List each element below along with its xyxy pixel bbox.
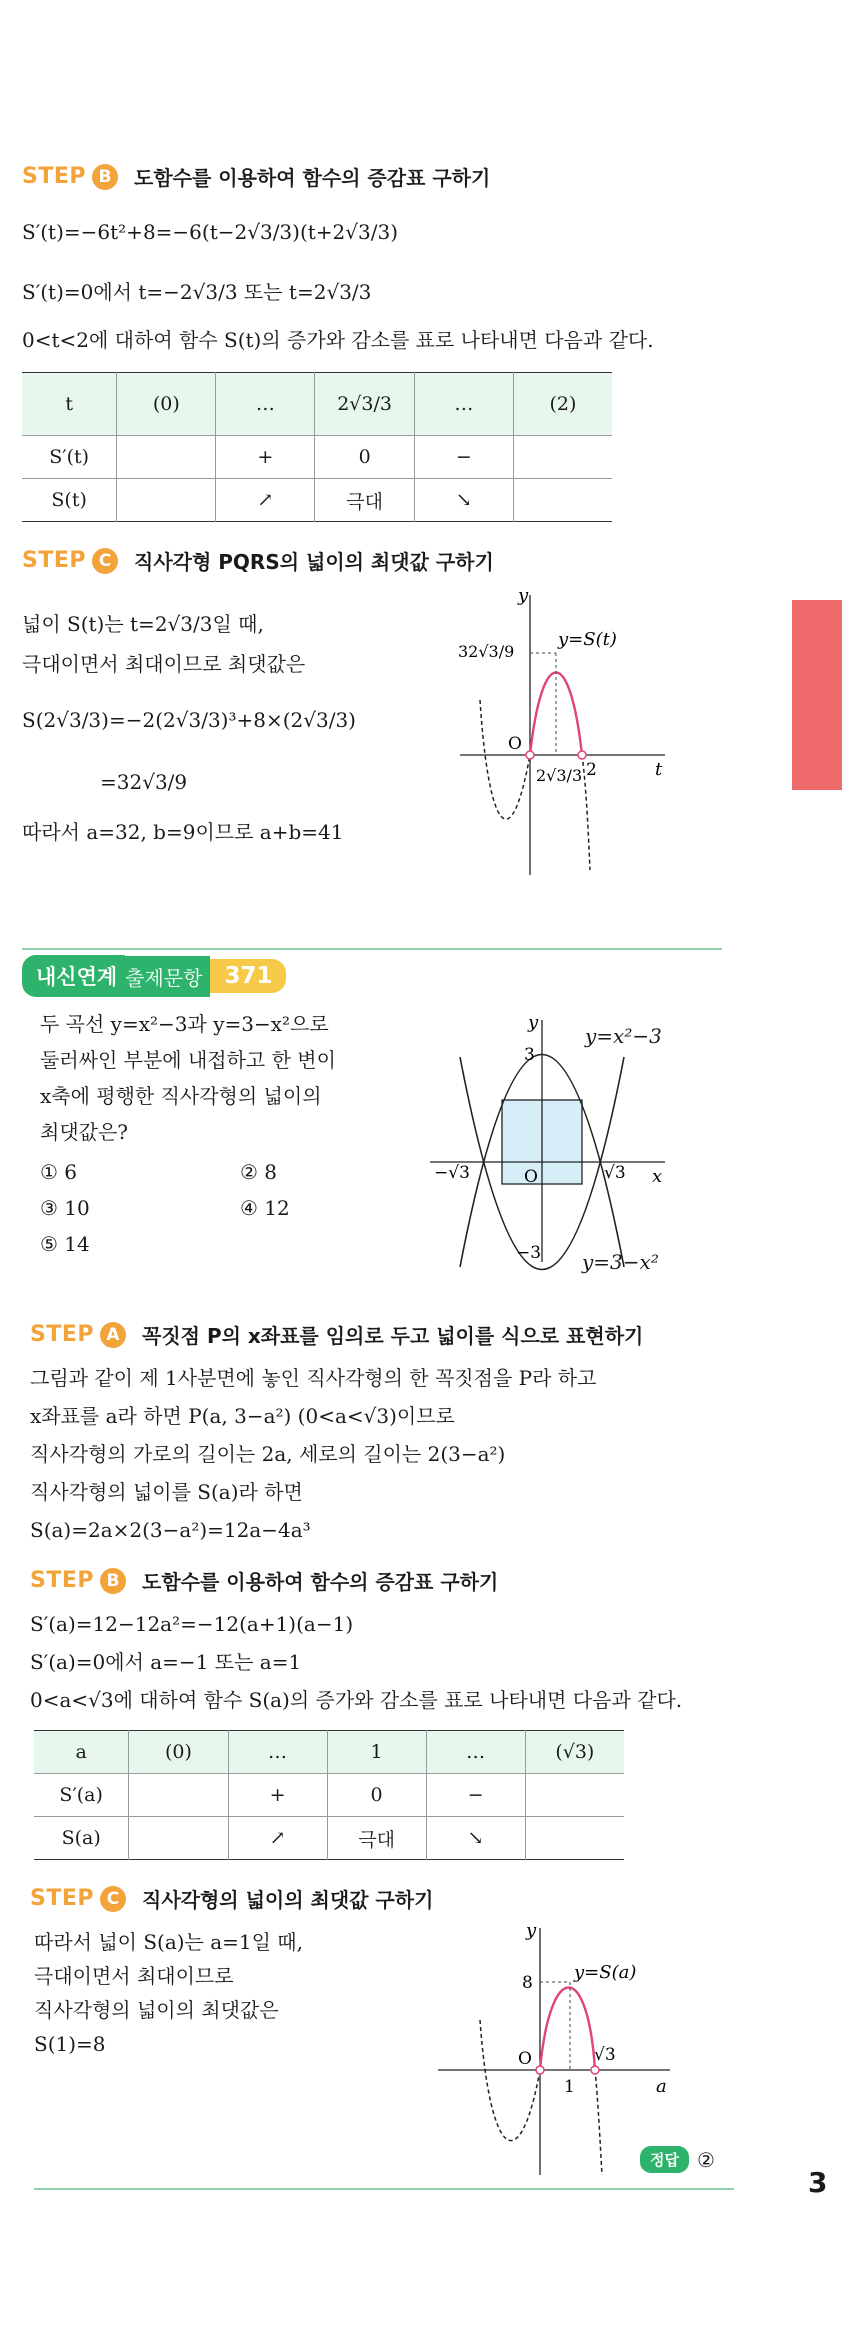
increase-decrease-table-2 <box>34 1730 624 1860</box>
table-cell: S(a) <box>61 1827 101 1849</box>
choice-4[interactable]: ④ 12 <box>240 1196 290 1220</box>
ymax-label: 32√3/9 <box>458 642 515 661</box>
answer-label: 정답 <box>640 2146 689 2173</box>
step-a-header <box>30 1320 643 1349</box>
graph-parabolas <box>420 1012 680 1272</box>
choice-1[interactable]: ① 6 <box>40 1160 78 1184</box>
increase-decrease-table-1 <box>22 372 612 522</box>
table-header-cell: (2) <box>513 373 612 436</box>
ymax-label: 8 <box>522 1973 533 1993</box>
table-cell: 0 <box>327 1774 426 1817</box>
open-point-origin <box>536 2066 544 2074</box>
graph-s-t <box>450 585 680 885</box>
badge <box>22 955 286 997</box>
max-area-line-2: 극대이면서 최대이므로 최댓값은 <box>22 652 306 676</box>
problem-line-4: 최댓값은? <box>40 1120 129 1144</box>
table-cell: + <box>216 436 315 479</box>
y-label: y <box>518 585 529 606</box>
step-label: STEP <box>30 1568 95 1593</box>
setup-line-3: 직사각형의 가로의 길이는 2a, 세로의 길이는 2(3−a²) <box>30 1442 506 1466</box>
table-cell <box>129 1817 228 1860</box>
setup-line-2: x좌표를 a라 하면 P(a, 3−a²) (0<a<√3)이므로 <box>30 1404 455 1428</box>
step-c-header <box>22 546 494 575</box>
table-cell: ↘ <box>414 479 513 522</box>
table-cell <box>117 436 216 479</box>
max-area-line-5: 따라서 a=32, b=9이므로 a+b=41 <box>22 820 344 844</box>
max-area-line-3: S(2√3/3)=−2(2√3/3)³+8×(2√3/3) <box>22 708 356 732</box>
table-cell: − <box>414 436 513 479</box>
step-letter-b: B <box>100 1568 126 1594</box>
origin-label: O <box>518 2049 532 2069</box>
table-cell: 0 <box>315 436 414 479</box>
step-label: STEP <box>30 1886 95 1911</box>
side-tab <box>792 600 842 790</box>
choice-5[interactable]: ⑤ 14 <box>40 1232 90 1256</box>
problem-number: 371 <box>210 959 286 993</box>
answer <box>640 2146 715 2173</box>
step-letter-c: C <box>92 548 118 574</box>
y-label: y <box>526 1920 537 1941</box>
table-header-cell: … <box>228 1731 327 1774</box>
open-point-end <box>591 2066 599 2074</box>
problem-line-3: x축에 평행한 직사각형의 넓이의 <box>40 1084 322 1108</box>
table-header-cell: (0) <box>117 373 216 436</box>
table-cell: ↘ <box>426 1817 525 1860</box>
left-root-label: −√3 <box>434 1163 470 1183</box>
table-header-cell: … <box>426 1731 525 1774</box>
table-cell <box>513 479 612 522</box>
x-label: x <box>652 1166 663 1187</box>
curve-solid <box>540 1988 595 2071</box>
max-area-line-1: 넓이 S(t)는 t=2√3/3일 때, <box>22 612 264 636</box>
choice-3[interactable]: ③ 10 <box>40 1196 90 1220</box>
xend-label: 2 <box>586 760 597 780</box>
xpeak-label: 2√3/3 <box>536 766 583 785</box>
step-title: 꼭짓점 P의 x좌표를 임의로 두고 넓이를 식으로 표현하기 <box>142 1324 644 1348</box>
step-label: STEP <box>30 1322 95 1347</box>
derivative-line: S′(t)=−6t²+8=−6(t−2√3/3)(t+2√3/3) <box>22 220 399 244</box>
max2-line-4: S(1)=8 <box>34 2032 106 2056</box>
open-point-end <box>578 751 586 759</box>
table-cell: 극대 <box>327 1817 426 1860</box>
step-title: 도함수를 이용하여 함수의 증감표 구하기 <box>142 1570 499 1594</box>
right-root-label: √3 <box>604 1163 626 1183</box>
table-cell: + <box>228 1774 327 1817</box>
max-area-line-4: =32√3/9 <box>100 770 188 794</box>
table-header-cell: 1 <box>327 1731 426 1774</box>
curve-dashed-left <box>480 700 530 819</box>
setup-line-5: S(a)=2a×2(3−a²)=12a−4a³ <box>30 1518 311 1542</box>
xend-label: √3 <box>594 2045 616 2065</box>
curve-label: y=S(t) <box>558 629 617 650</box>
divider <box>22 948 722 950</box>
table-cell: − <box>426 1774 525 1817</box>
table-cell: ↗ <box>228 1817 327 1860</box>
max2-line-3: 직사각형의 넓이의 최댓값은 <box>34 1998 279 2022</box>
origin-label: O <box>524 1167 538 1187</box>
origin-label: O <box>508 734 522 754</box>
table-header-cell: 2√3/3 <box>315 373 414 436</box>
table-cell: S(t) <box>51 489 87 511</box>
x-label: t <box>655 759 663 780</box>
table-cell: ↗ <box>216 479 315 522</box>
table-cell <box>129 1774 228 1817</box>
max2-line-2: 극대이면서 최대이므로 <box>34 1964 234 1988</box>
badge-label-2: 출제문항 <box>125 956 210 997</box>
setup-line-4: 직사각형의 넓이를 S(a)라 하면 <box>30 1480 303 1504</box>
step-title: 도함수를 이용하여 함수의 증감표 구하기 <box>134 166 491 190</box>
table-cell: S′(a) <box>59 1784 103 1806</box>
bottom-divider <box>34 2188 734 2190</box>
badge-label-1: 내신연계 <box>22 955 125 997</box>
problem-line-2: 둘러싸인 부분에 내접하고 한 변이 <box>40 1048 336 1072</box>
step-letter-c: C <box>100 1886 126 1912</box>
critical2-line: S′(a)=0에서 a=−1 또는 a=1 <box>30 1650 302 1674</box>
step-label: STEP <box>22 548 87 573</box>
table-header-cell: … <box>216 373 315 436</box>
answer-value: ② <box>696 2147 715 2172</box>
step-b2-header <box>30 1566 498 1595</box>
step-label: STEP <box>22 164 87 189</box>
table-header-cell: t <box>65 393 73 415</box>
y-label: y <box>528 1012 539 1033</box>
open-point-origin <box>526 751 534 759</box>
xpeak-label: 1 <box>564 2077 575 2097</box>
max2-line-1: 따라서 넓이 S(a)는 a=1일 때, <box>34 1930 303 1954</box>
problem-line-1: 두 곡선 y=x²−3과 y=3−x²으로 <box>40 1012 329 1036</box>
step-c2-header <box>30 1884 433 1913</box>
table2-intro-line: 0<a<√3에 대하여 함수 S(a)의 증가와 감소를 표로 나타내면 다음과 같다. <box>30 1688 683 1712</box>
top-label: 3 <box>524 1045 535 1065</box>
graph-s-a <box>430 1920 680 2180</box>
step-b-header <box>22 162 490 191</box>
table-cell <box>525 1774 624 1817</box>
page-number: 3 <box>808 2166 828 2199</box>
table-header-cell: (√3) <box>525 1731 624 1774</box>
table-cell: 극대 <box>315 479 414 522</box>
curve-dashed-left <box>480 2020 540 2141</box>
x-label: a <box>656 2076 667 2097</box>
setup-line-1: 그림과 같이 제 1사분면에 놓인 직사각형의 한 꼭짓점을 P라 하고 <box>30 1366 597 1390</box>
table-intro-line: 0<t<2에 대하여 함수 S(t)의 증가와 감소를 표로 나타내면 다음과 같다. <box>22 328 654 352</box>
table-cell <box>525 1817 624 1860</box>
choice-2[interactable]: ② 8 <box>240 1160 278 1184</box>
step-letter-b: B <box>92 164 118 190</box>
table-cell: S′(t) <box>49 446 90 468</box>
table-header-cell: a <box>75 1741 87 1763</box>
table-header-cell: (0) <box>129 1731 228 1774</box>
table-header-cell: … <box>414 373 513 436</box>
derivative2-line: S′(a)=12−12a²=−12(a+1)(a−1) <box>30 1612 354 1636</box>
curve-dashed-right <box>595 2070 602 2175</box>
table-cell <box>117 479 216 522</box>
curve-label: y=S(a) <box>574 1962 637 1983</box>
critical-point-line: S′(t)=0에서 t=−2√3/3 또는 t=2√3/3 <box>22 280 372 304</box>
table-cell <box>513 436 612 479</box>
step-letter-a: A <box>100 1322 126 1348</box>
curve-label-1: y=x²−3 <box>585 1024 662 1048</box>
step-title: 직사각형의 넓이의 최댓값 구하기 <box>142 1888 434 1912</box>
curve-label-2: y=3−x² <box>582 1250 659 1274</box>
bottom-label: −3 <box>516 1243 542 1263</box>
step-title: 직사각형 PQRS의 넓이의 최댓값 구하기 <box>134 550 494 574</box>
